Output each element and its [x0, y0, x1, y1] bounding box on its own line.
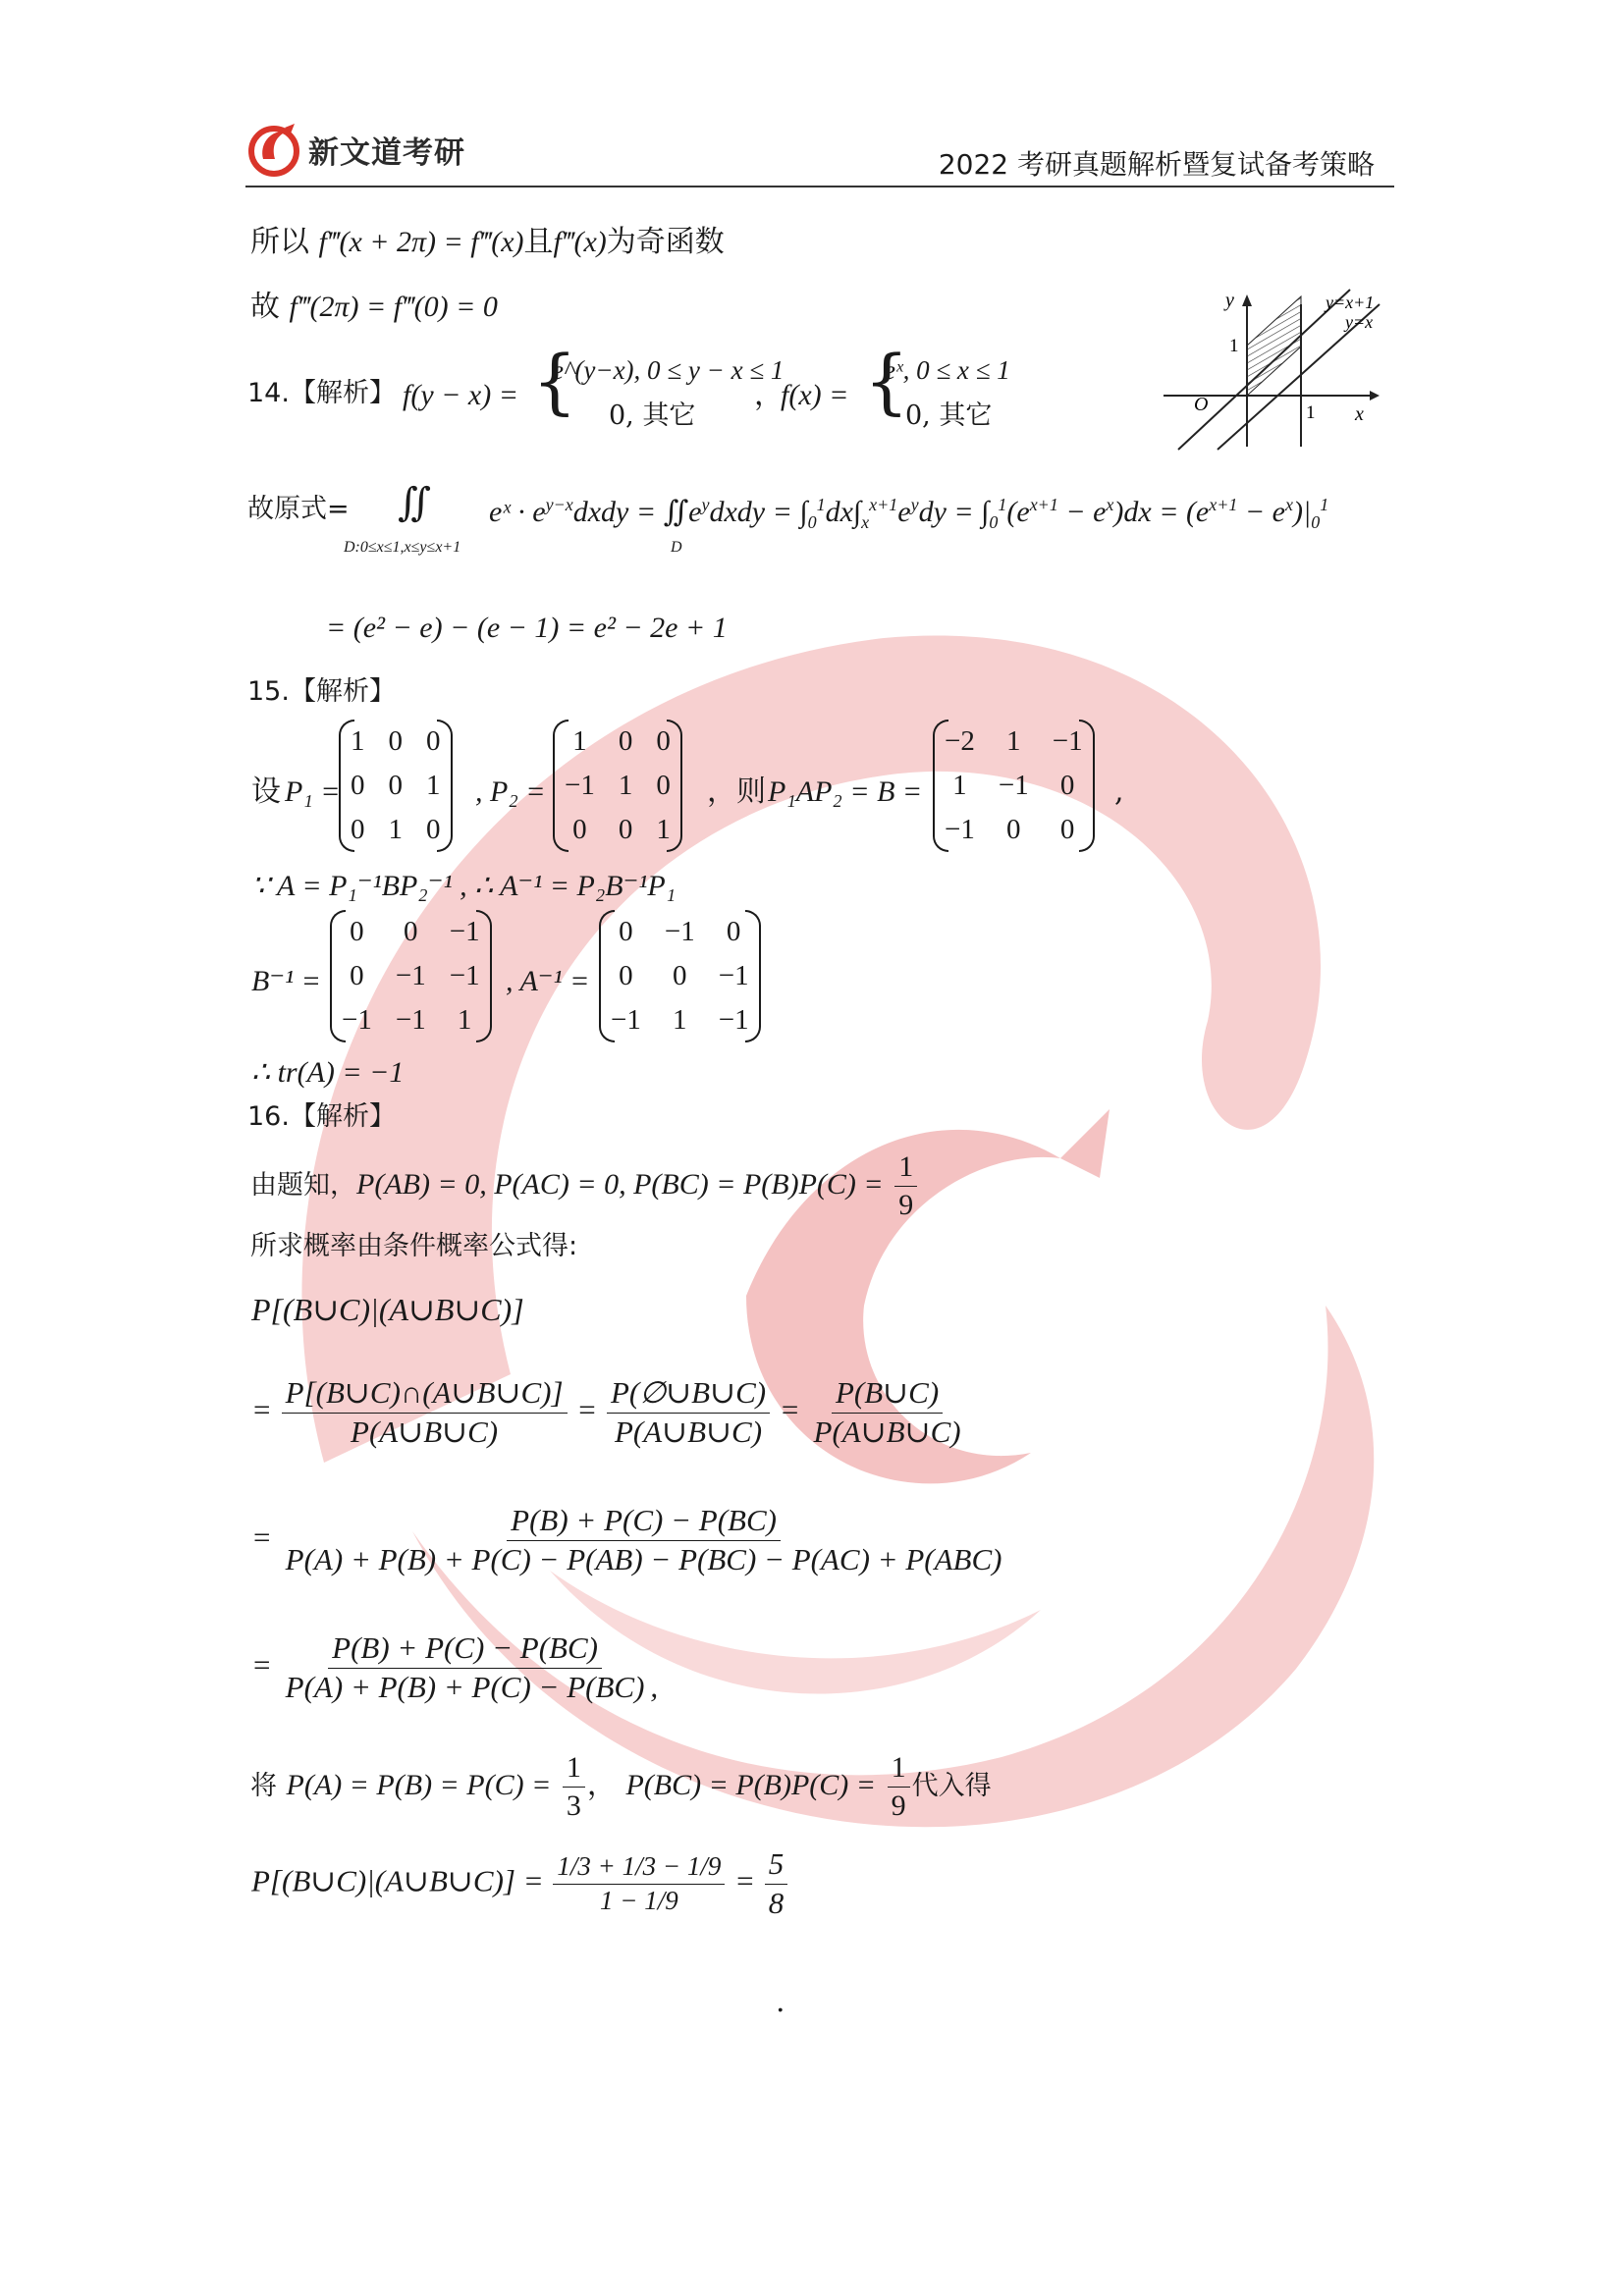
p13-line1: 所以 f‴(x + 2π) = f‴(x)且f‴(x)为奇函数	[250, 225, 725, 259]
p15-Binv-matrix	[330, 910, 492, 1042]
p1-matrix-row	[339, 720, 453, 764]
p15-Ainv-name: , A⁻¹ =	[506, 965, 590, 997]
header-rule	[245, 186, 1394, 187]
p14-fshift-case1: e^(y−x), 0 ≤ y − x ≤ 1	[552, 355, 785, 385]
p2-matrix-cell: 0	[572, 814, 587, 845]
p1-matrix-row	[339, 808, 453, 852]
p15-conclusion: ∴ tr(A) = −1	[251, 1056, 405, 1089]
p2-matrix-cell: 1	[572, 725, 587, 757]
p14-region-D: D	[671, 539, 682, 556]
p2-matrix-row	[553, 720, 682, 764]
p2-matrix-cell: −1	[565, 770, 595, 801]
p14-region: D:0≤x≤1,x≤y≤x+1	[344, 539, 461, 556]
b-matrix-cell: −2	[945, 725, 975, 757]
p1-matrix-cell: 0	[351, 770, 365, 801]
binv-matrix-row	[330, 998, 492, 1042]
p14-integral-chain: eˣ · $e^{y-x}dxdy$ = $∬e^ydxdy = \int_0^1dx\int_x^{x+1}e^ydy = \int_0^1(e^{x+1} - e^x)dx = (e^{x+1} - e^x)|_0^1$	[489, 495, 1329, 532]
graph-line1-label: y=x+1	[1326, 293, 1375, 312]
p2-matrix-cell: 0	[656, 770, 671, 801]
graph-y-label: y	[1225, 290, 1234, 311]
p2-matrix-cell: 1	[656, 814, 671, 845]
p14-region-graph	[1159, 285, 1404, 452]
p2-matrix-cell: 0	[618, 725, 633, 757]
p16-step3: = $\frac{P(B) + P(C) - P(BC)}{P(A) + P(B) + P(C) - P(BC)}$ ,	[251, 1630, 659, 1704]
p16-step1: = $\frac{P[(B\cup C)\cap(A\cup B\cup C)]}{P(A\cup B\cup C)}$ = $\frac{P(\emptyset\cup B\cup C)}{P(A\cup B\cup C)}$ = $\frac{P(B\cup C)}{P(A\cup B\cup C)}$	[251, 1375, 961, 1449]
p2-matrix-cell: 0	[618, 814, 633, 845]
graph-y-tick: 1	[1229, 336, 1239, 356]
ainv-matrix-cell: 0	[726, 916, 741, 947]
p14-f-case2: 0, 其它	[905, 400, 993, 431]
header	[245, 118, 1394, 187]
ainv-matrix-row	[599, 998, 761, 1042]
p14-f-lhs: f(x) =	[781, 379, 849, 411]
p14-f-case1: eˣ, 0 ≤ x ≤ 1	[884, 355, 1010, 385]
p16-step2: = $\frac{P(B) + P(C) - P(BC)}{\text{P(A) + P(B) + P(C) − P(AB) − P(BC) − P(AC) + P(ABC)}}$	[251, 1503, 1002, 1576]
final-compound-fraction	[553, 1850, 725, 1918]
graph-line2-label: y=x	[1345, 312, 1374, 332]
ainv-matrix-row	[599, 954, 761, 998]
p1-matrix-row	[339, 764, 453, 808]
p16-final-dot: .	[776, 1985, 785, 2019]
binv-matrix-cell: −1	[342, 1004, 372, 1036]
p15-P1-name: P₁ =	[285, 775, 341, 808]
b-matrix-cell: 0	[1006, 814, 1021, 845]
p14-fshift-case2: 0, 其它	[609, 400, 696, 431]
p15-B-matrix	[933, 720, 1095, 852]
p2-matrix-row	[553, 808, 682, 852]
p1-matrix-cell: 1	[388, 814, 403, 845]
p16-target: P[(B∪C)|(A∪B∪C)]	[251, 1292, 524, 1327]
p15-P2-matrix	[553, 720, 682, 852]
b-matrix-cell: 1	[1006, 725, 1021, 757]
p15-then: ，则	[707, 774, 766, 809]
binv-matrix-cell: −1	[449, 960, 480, 991]
final-compound-top: 1/3 + 1/3 − 1/9	[553, 1850, 725, 1885]
binv-matrix-cell: −1	[395, 1004, 426, 1036]
b-matrix-row	[933, 808, 1095, 852]
b-matrix-cell: 0	[1059, 814, 1075, 845]
graph-x-label: x	[1355, 403, 1364, 425]
p1-matrix-cell: 1	[351, 725, 365, 757]
ainv-matrix-cell: 1	[673, 1004, 687, 1036]
ainv-matrix-cell: −1	[718, 1004, 749, 1036]
ainv-matrix-row	[599, 910, 761, 954]
p14-fshift-lhs: f(y − x) =	[403, 379, 518, 411]
graph-origin-label: O	[1194, 394, 1209, 415]
b-matrix-row	[933, 764, 1095, 808]
binv-matrix-cell: −1	[449, 916, 480, 947]
brand-name: 新文道考研	[308, 135, 465, 171]
p14-orig-label: 故原式=	[247, 494, 350, 524]
b-matrix-cell: −1	[945, 814, 975, 845]
frac-one-ninth: $\frac{1}{9}$	[894, 1148, 917, 1223]
p14-label: 14.【解析】	[247, 378, 396, 408]
p13-line2: 故 f‴(2π) = f‴(0) = 0	[250, 290, 498, 324]
p15-label: 15.【解析】	[247, 676, 396, 707]
p15-P2-name: , P₂ =	[475, 775, 546, 808]
p14-sep: ，	[754, 378, 784, 412]
binv-matrix-row	[330, 910, 492, 954]
binv-matrix-cell: 0	[350, 916, 364, 947]
b-matrix-cell: −1	[998, 770, 1029, 801]
p1-matrix-cell: 0	[426, 814, 441, 845]
p14-brace1: {	[532, 340, 577, 422]
binv-matrix-cell: 0	[350, 960, 364, 991]
p15-Ainv-matrix	[599, 910, 761, 1042]
ainv-matrix-cell: −1	[664, 916, 695, 947]
ainv-matrix-cell: −1	[611, 1004, 641, 1036]
p2-matrix-cell: 1	[618, 770, 633, 801]
p1-matrix-cell: 0	[351, 814, 365, 845]
p14-int-symbol: ∬	[398, 480, 432, 524]
p15-because: ∵ A = P₁⁻¹BP₂⁻¹ , ∴ A⁻¹ = P₂B⁻¹P₁	[251, 870, 677, 902]
p15-trail: ,	[1114, 774, 1124, 809]
p1-matrix-cell: 0	[388, 725, 403, 757]
ainv-matrix-cell: 0	[673, 960, 687, 991]
p16-given: 由题知，P(AB) = 0, P(AC) = 0, P(BC) = P(B)P(C) = $\frac{1}{9}$	[250, 1148, 919, 1223]
ainv-matrix-cell: −1	[718, 960, 749, 991]
b-matrix-cell: 1	[952, 770, 967, 801]
binv-matrix-cell: 1	[457, 1004, 472, 1036]
p16-label: 16.【解析】	[247, 1101, 396, 1132]
binv-matrix-cell: −1	[395, 960, 426, 991]
ainv-matrix-cell: 0	[619, 916, 633, 947]
p15-P1-matrix	[339, 720, 453, 852]
p2-matrix-cell: 0	[656, 725, 671, 757]
p2-matrix-row	[553, 764, 682, 808]
p15-Binv-name: B⁻¹ =	[251, 965, 321, 997]
p1-matrix-cell: 0	[426, 725, 441, 757]
p14-result: = (e² − e) − (e − 1) = e² − 2e + 1	[326, 612, 728, 644]
p1-matrix-cell: 0	[388, 770, 403, 801]
b-matrix-cell: 0	[1059, 770, 1075, 801]
b-matrix-row	[933, 720, 1095, 764]
p15-B-eq: P₁AP₂ = B =	[768, 775, 923, 808]
binv-matrix-row	[330, 954, 492, 998]
p16-substitute: 将 P(A) = P(B) = P(C) = $\frac{1}{3}$ ， P(BC) = P(B)P(C) = $\frac{1}{9}$ 代入得	[250, 1751, 992, 1822]
graph-x-tick: 1	[1306, 402, 1316, 423]
binv-matrix-cell: 0	[404, 916, 418, 947]
brand-logo-icon	[245, 120, 302, 177]
p1-matrix-cell: 1	[426, 770, 441, 801]
final-compound-bottom: 1 − 1/9	[600, 1885, 678, 1915]
b-matrix-cell: −1	[1052, 725, 1083, 757]
p15-set: 设	[251, 774, 281, 809]
p14-brace2: {	[864, 340, 909, 422]
ainv-matrix-cell: 0	[619, 960, 633, 991]
header-title: 2022 考研真题解析暨复试备考策略	[938, 148, 1375, 181]
p16-intro: 所求概率由条件概率公式得:	[250, 1231, 578, 1261]
p16-final: P[(B∪C)|(A∪B∪C)] = $\frac{1/3 + 1/3 - 1/9}{1 - 1/9}$ = $\frac{5}{8}$	[251, 1845, 789, 1923]
